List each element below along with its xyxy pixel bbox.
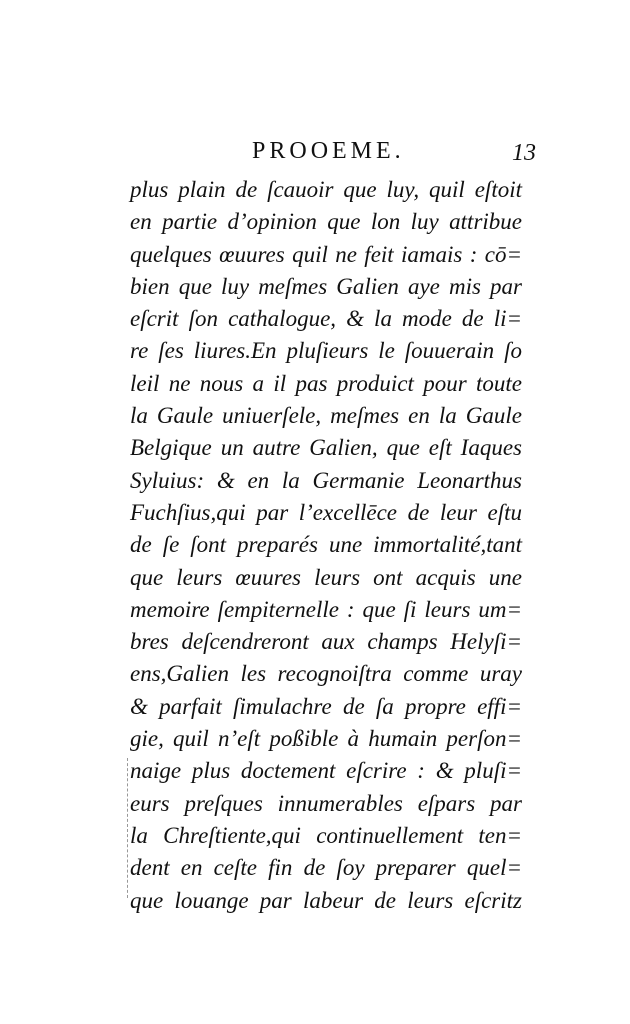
text-line: que leurs œuures leurs ont acquis une — [130, 564, 522, 590]
text-line: plus plain de ſcauoir que luy, quil eſtoit — [130, 177, 522, 202]
text-line: Belgique un autre Galien, que eſt Iaques — [130, 435, 522, 461]
text-line: la Chreſtiente,qui continuellement ten= — [130, 822, 522, 848]
running-head: PROOEME. — [252, 138, 405, 164]
text-line: ens,Galien les recognoiſtra comme uray — [130, 661, 522, 687]
text-line: Syluius: & en la Germanie Leonarthus — [130, 467, 522, 493]
text-line: re ſes liures.En pluſieurs le ſouuerain ſo — [130, 338, 522, 364]
text-line: de ſe ſont preparés une immortalité,tant — [130, 532, 522, 558]
text-line: Fuchſius,qui par l’excellēce de leur eſtu — [130, 499, 522, 525]
text-line: memoire ſempiternelle : que ſi leurs um= — [130, 596, 522, 622]
text-line: gie, quil n’eſt poßible à humain perſon= — [130, 726, 522, 752]
page-number: 13 — [512, 140, 536, 166]
text-line: que louange par labeur de leurs eſcritz — [130, 887, 522, 913]
text-line: en partie d’opinion que lon luy attribue — [130, 209, 522, 235]
text-line: naige plus doctement eſcrire : & pluſi= — [130, 758, 522, 784]
text-line: & parfait ſimulachre de ſa propre effi= — [130, 693, 522, 719]
text-line: dent en ceſte fin de ſoy preparer quel= — [130, 855, 522, 881]
text-line: quelques œuures quil ne feit iamais : cō= — [130, 241, 522, 267]
body-text — [130, 174, 522, 917]
text-line: bien que luy meſmes Galien aye mis par — [130, 273, 522, 299]
text-line: eurs preſques innumerables eſpars par — [130, 790, 522, 816]
binding-shadow — [127, 758, 130, 898]
text-line: leil ne nous a il pas produict pour toute — [130, 370, 522, 396]
text-line: la Gaule uniuerſele, meſmes en la Gaule — [130, 403, 522, 429]
text-line: bres deſcendreront aux champs Helyſi= — [130, 629, 522, 655]
text-line: eſcrit ſon cathalogue, & la mode de li= — [130, 306, 522, 332]
